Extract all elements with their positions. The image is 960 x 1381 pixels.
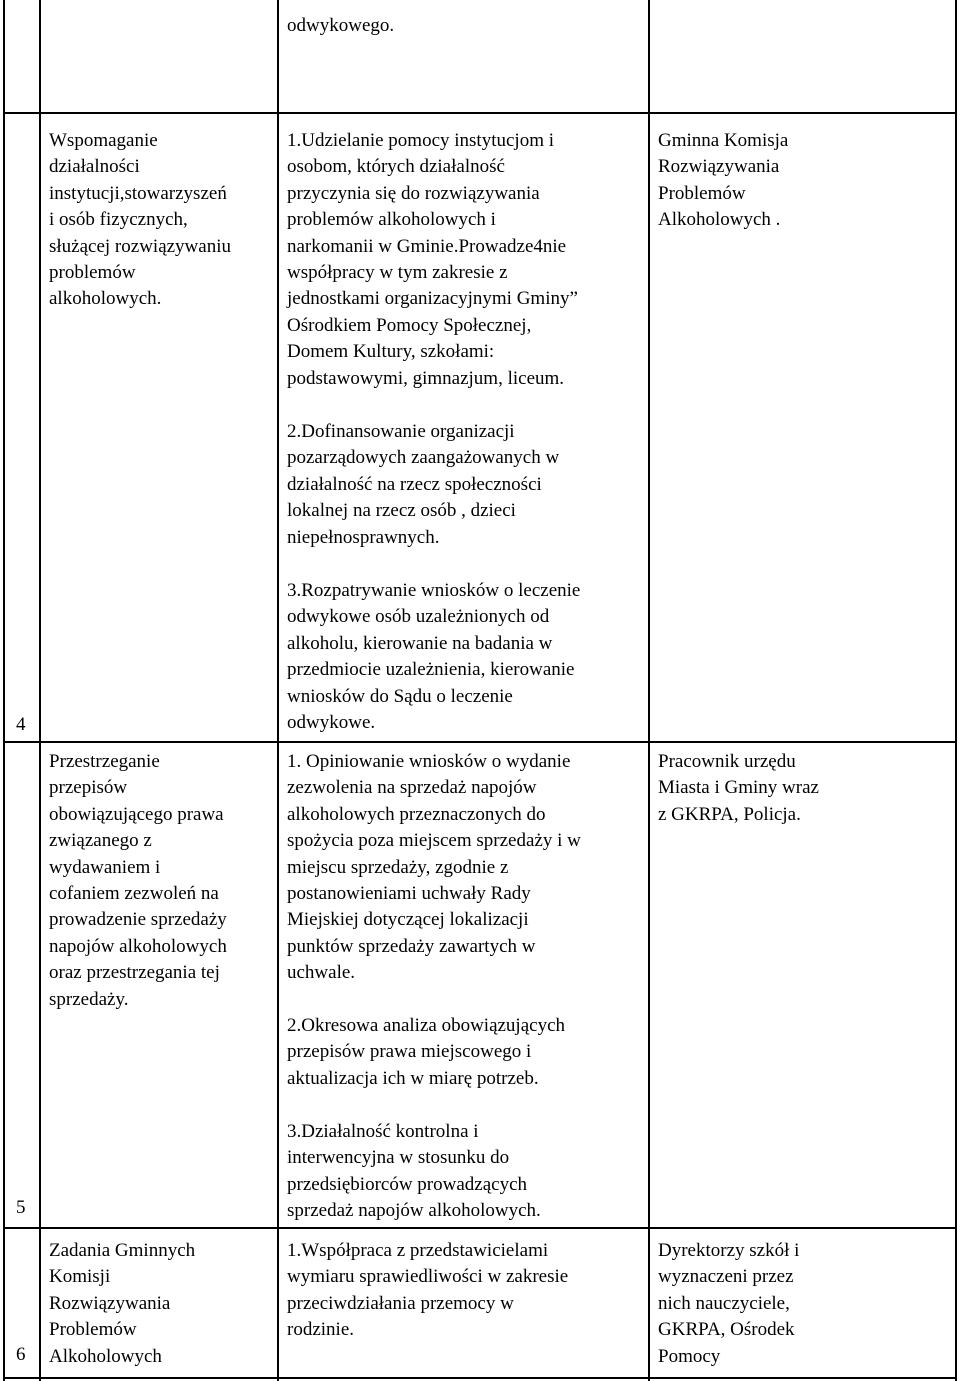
row-divider-1	[3, 112, 957, 114]
responsible-cell: Dyrektorzy szkół i wyznaczeni przez nich nauczyciele, GKRPA, Ośrodek Pomocy	[658, 1240, 800, 1367]
activities-cell-continued: odwykowego.	[287, 15, 395, 36]
row-divider-2	[3, 741, 957, 743]
column-divider-1	[39, 0, 41, 1381]
task-cell: Wspomaganie działalności instytucji,stowarzyszeń i osób fizycznych, służącej rozwiązywaniu problemów alkoholowych.	[49, 130, 231, 310]
activity-item: 1.Współpraca z przedstawicielami wymiaru sprawiedliwości w zakresie przeciwdziałania przemocy w rodzinie.	[287, 1240, 569, 1341]
column-divider-3	[648, 0, 650, 1381]
table-border-right	[955, 0, 957, 1381]
row-number: 6	[16, 1344, 26, 1365]
row-divider-3	[3, 1227, 957, 1229]
activity-item: 1. Opiniowanie wniosków o wydanie zezwolenia na sprzedaż napojów alkoholowych przeznaczonych do spożycia poza miejscem sprzedaży i w miejscu sprzedaży, zgodnie z postanowieniami uchwały Rady Miejskiej dotyczącej lokalizacji punktów sprzedaży zawartych w uchwale.	[287, 751, 581, 984]
activity-item: 3.Działalność kontrolna i interwencyjna w stosunku do przedsiębiorców prowadzących sprzedaż napojów alkoholowych.	[287, 1121, 541, 1222]
task-cell: Przestrzeganie przepisów obowiązującego prawa związanego z wydawaniem i cofaniem zezwoleń na prowadzenie sprzedaży napojów alkoholowych oraz przestrzegania tej sprzedaży.	[49, 751, 227, 1010]
table-border-bottom	[3, 1377, 957, 1379]
activity-item: 2.Okresowa analiza obowiązujących przepisów prawa miejscowego i aktualizacja ich w miarę potrzeb.	[287, 1015, 566, 1089]
responsible-cell: Pracownik urzędu Miasta i Gminy wraz z GKRPA, Policja.	[658, 751, 819, 825]
table-border-left	[3, 0, 5, 1381]
task-cell: Zadania Gminnych Komisji Rozwiązywania Problemów Alkoholowych	[49, 1240, 196, 1367]
responsible-cell: Gminna Komisja Rozwiązywania Problemów Alkoholowych .	[658, 130, 789, 231]
activity-item: 2.Dofinansowanie organizacji pozarządowych zaangażowanych w działalność na rzecz społeczności lokalnej na rzecz osób , dzieci niepełnosprawnych.	[287, 421, 560, 548]
column-divider-2	[277, 0, 279, 1381]
activity-item: 3.Rozpatrywanie wniosków o leczenie odwykowe osób uzależnionych od alkoholu, kierowanie na badania w przedmiocie uzależnienia, kierowanie wniosków do Sądu o leczenie odwykowe.	[287, 580, 581, 734]
activity-item: 1.Udzielanie pomocy instytucjom i osobom, których działalność przyczynia się do rozwiązywania problemów alkoholowych i narkomanii w Gminie.Prowadze4nie współpracy w tym zakresie z jednostkami organizacyjnymi Gminy” Ośrodkiem Pomocy Społecznej, Domem Kultury, szkołami: podstawowymi, gimnazjum, liceum.	[287, 130, 578, 389]
row-number: 5	[16, 1197, 26, 1218]
row-number: 4	[16, 714, 26, 735]
